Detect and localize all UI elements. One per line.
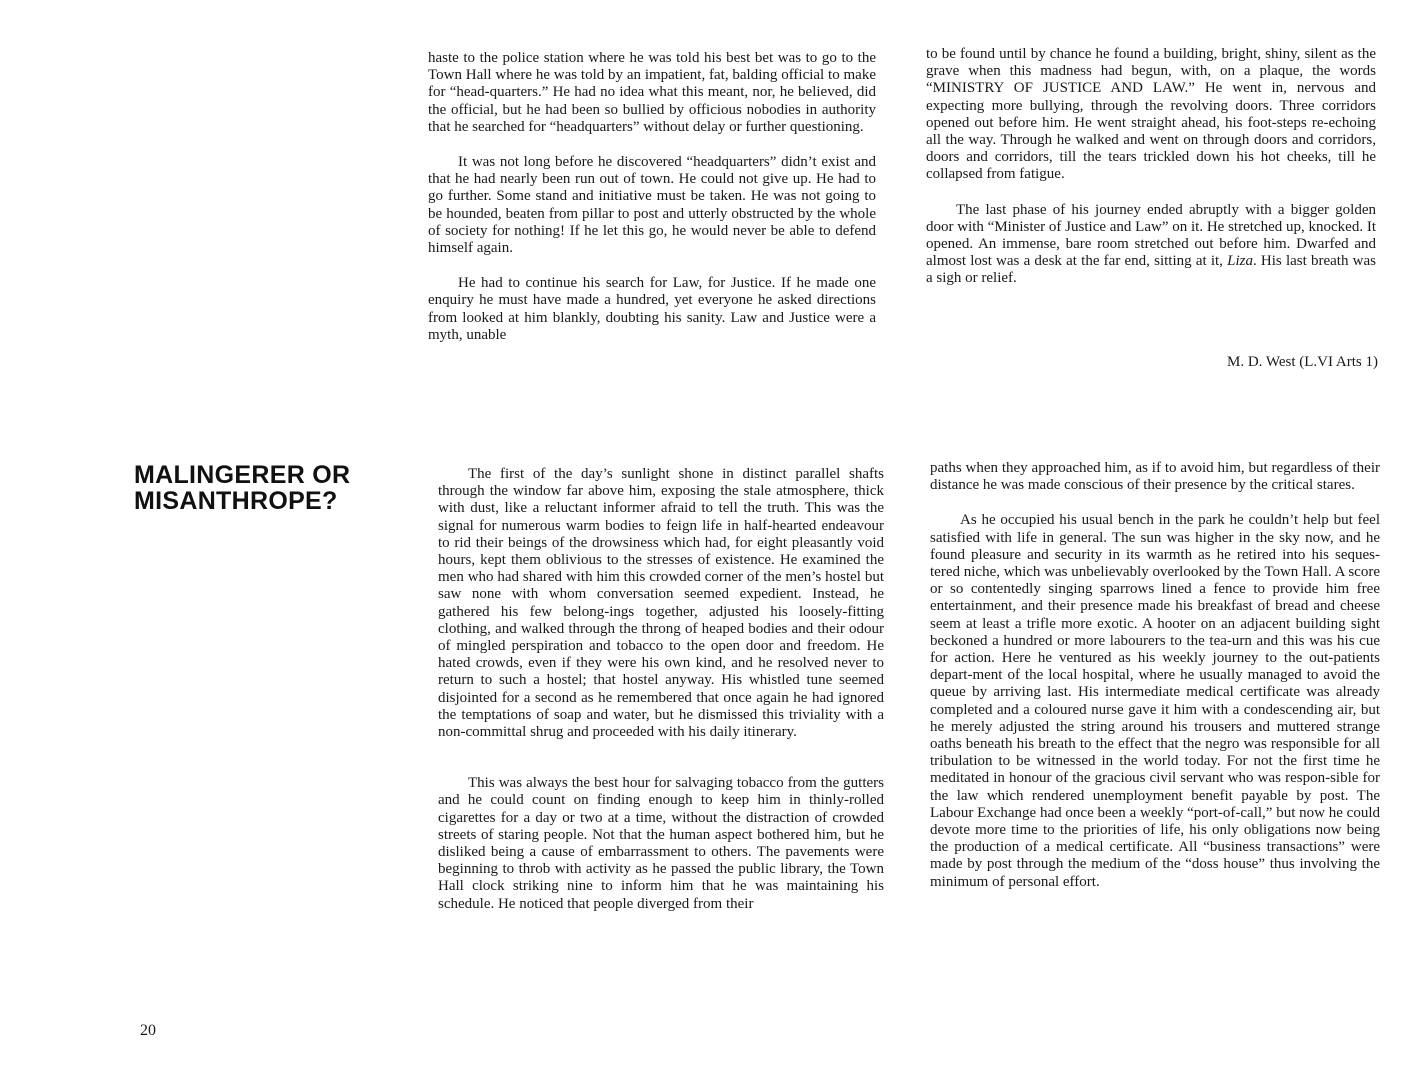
second-story-left-column bbox=[438, 466, 884, 931]
paragraph: He had to continue his search for Law, for Justice. If he made one enquiry he must have made a hundred, yet everyone he asked directions from looked at him blankly, doubting his sanity. Law and Justice were a myth, unable bbox=[428, 275, 876, 343]
paragraph: to be found until by chance he found a building, bright, shiny, silent as the grave when this madness had begun, with, on a plaque, the words “MINISTRY OF JUSTICE AND LAW.” He went in, nervous and expecting more bullying, through the revolving doors. Three corridors opened out before him. He went straight ahead, his foot-steps re-echoing all the way. Through he walked and went on through doors and corridors, doors and corridors, till the tears trickled down his hot cheeks, till he collapsed from fatigue. bbox=[926, 46, 1376, 183]
paragraph-text: The last phase of his journey ended abruptly with a bigger golden door with “Minister of Justice and Law” on it. He stretched up, knocked. It opened. An immense, bare room stretched out before him. Dwarfed and almost lost was a desk at the far end, sitting at it, bbox=[926, 201, 1376, 270]
top-story-left-column bbox=[428, 50, 876, 362]
story-heading: MALINGERER OR MISANTHROPE? bbox=[134, 461, 351, 515]
paragraph: haste to the police station where he was told his best bet was to go to the Town Hall where he was told by an impatient, fat, balding official to make for “head-quarters.” He had no idea what this meant, nor, he believed, did the official, but he had been so bullied by officious nobodies in authority that he searched for “headquarters” without delay or further questioning. bbox=[428, 50, 876, 135]
page-number: 20 bbox=[140, 1022, 156, 1039]
emphasis-name: Liza bbox=[1227, 253, 1253, 270]
paragraph: As he occupied his usual bench in the park he couldn’t help but feel satisfied with life in general. The sun was higher in the sky now, and he found pleasure and security in its warmth as he retired into his seques-tered niche, which was unbelievably overlooked by the Town Hall. A score or so contentedly singing sparrows lined a fence to provide him free entertainment, and their presence made his breakfast of bread and cheese seem at least a trifle more exotic. A hooter on an adjacent building sight beckoned a hundred or more labourers to the tea-urn and this was his cue for action. Here he ventured as his weekly journey to the out-patients depart-ment of the local hospital, where he usually managed to avoid the queue by arriving last. His intermediate medical certificate was already completed and a coloured nurse gave it him with a condescending air, but he merely adjusted the string around his trousers and muttered strange oaths beneath his breath to the effect that the negro was responsible for all tribulation to be witnessed in the world today. For not the first time he meditated in honour of the gracious civil servant who was respon-sible for the law which rendered unemployment benefit payable by post. The Labour Exchange had once been a weekly “port-of-call,” but now he could devote more time to the priorities of life, his only obligations now being the production of a medical certificate. All “business transactions” were made by post through the medium of the “doss house” thus involving the minimum of personal effort. bbox=[930, 512, 1380, 890]
paragraph: It was not long before he discovered “headquarters” didn’t exist and that he had nearly been run out of town. He could not give up. He had to go further. Some stand and initiative must be taken. He was not going to be hounded, beaten from pillar to post and utterly obstructed by the whole of society for nothing! If he let this go, he would never be able to defend himself again. bbox=[428, 154, 876, 257]
paragraph: This was always the best hour for salvaging tobacco from the gutters and he could count on finding enough to keep him in thinly-rolled cigarettes for a day or two at a time, without the distraction of crowded streets of staring people. Not that the human aspect bothered him, but he disliked being a cause of embarrassment to others. The pavements were beginning to throb with activity as he passed the public library, the Town Hall clock striking nine to inform him that he was maintaining his schedule. He noticed that people diverged from their bbox=[438, 775, 884, 912]
paragraph: paths when they approached him, as if to avoid him, but regardless of their distance he was made conscious of their presence by the critical stares. bbox=[930, 460, 1380, 494]
second-story-right-column bbox=[930, 460, 1380, 909]
paragraph bbox=[926, 202, 1376, 288]
paragraph-text: . His last breath was a sigh or relief. bbox=[926, 253, 1376, 287]
paragraph: The first of the day’s sunlight shone in distinct parallel shafts through the window far above him, exposing the stale atmosphere, thick with dust, like a reluctant informer afraid to tell the truth. This was the signal for numerous warm bodies to feign life in half-hearted endeavour to rid their beings of the drowsiness which had, for eight pleasantly void hours, kept them oblivious to the stresses of existence. He examined the men who had shared with him this crowded corner of the men’s hostel but saw none with whom conversation seemed expedient. Instead, he gathered his few belong-ings together, adjusted his loosely-fitting clothing, and walked through the throng of heaped bodies and their odour of mingled perspiration and tobacco to the open door and freedom. He hated crowds, even if they were his own kind, and he resolved never to return to such a hostel; that hostel anyway. His whistled tune seemed disjointed for a second as he remembered that once again he had ignored the temptations of soap and water, but he dismissed this triviality with a non-committal shrug and proceeded with his daily itinerary. bbox=[438, 466, 884, 741]
top-story-right-column bbox=[926, 46, 1376, 306]
author-signature: M. D. West (L.VI Arts 1) bbox=[1226, 354, 1378, 370]
